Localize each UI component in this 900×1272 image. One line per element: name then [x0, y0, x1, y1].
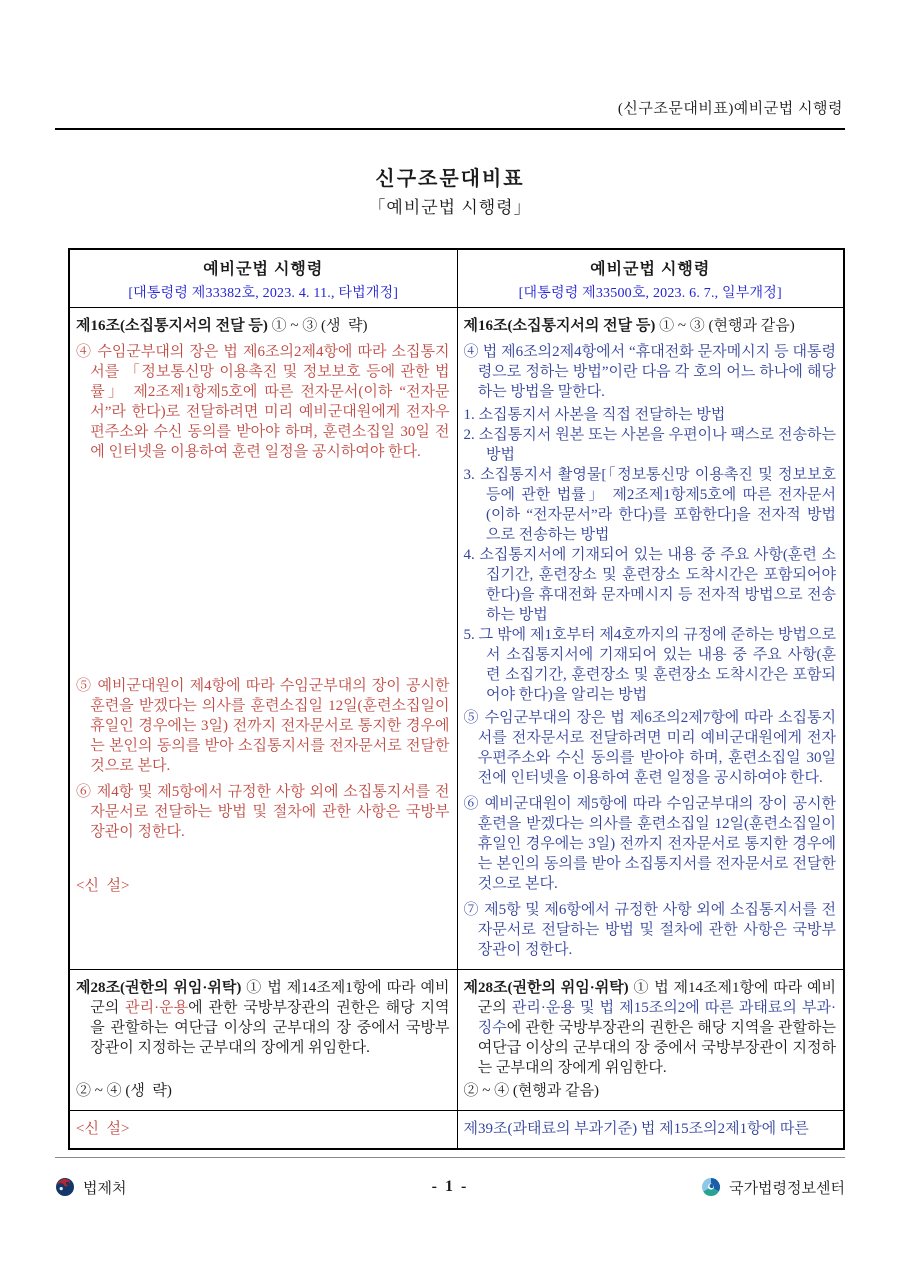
- text-segment: 2. 소집통지서 원본 또는 사본을 우편이나 팩스로 전송하는 방법: [463, 427, 836, 463]
- table-row-article-16: [70, 307, 843, 969]
- provision-paragraph: [76, 316, 450, 336]
- provision-paragraph: [464, 708, 837, 788]
- provision-paragraph: [464, 342, 837, 402]
- text-segment: ⑦ 제5항 및 제6항에서 규정한 사항 외에 소집통지서를 전자문서로 전달하는 방법 및 절차에 관한 사항은 국방부장관이 정한다.: [463, 902, 836, 958]
- text-segment: 4. 소집통지서에 기재되어 있는 내용 중 주요 사항(훈련 소집기간, 훈련장소 및 훈련장소 도착시간은 포함되어야 한다)을 휴대전화 문자메시지 등 전자적 방법으로 전송하는 방법: [463, 547, 836, 623]
- text-segment: 5. 그 밖에 제1호부터 제4호까지의 규정에 준하는 방법으로서 소집통지서에 기재되어 있는 내용 중 주요 사항(훈련 소집기간, 훈련장소 및 훈련장소 도착시간은 포함되어야 한다)을 알리는 방법: [463, 627, 836, 703]
- footer-right-label: 국가법령정보센터: [729, 1180, 845, 1197]
- text-segment: 제16조(소집통지서의 전달 등): [463, 318, 656, 334]
- text-segment: ② ~ ④ (현행과 같음): [463, 1083, 600, 1099]
- text-segment: ① ~ ③ (현행과 같음): [655, 318, 795, 334]
- document-title: 신구조문대비표: [375, 168, 525, 190]
- footer-left-label: 법제처: [83, 1180, 127, 1197]
- table-row-article-39: [70, 1110, 843, 1148]
- text-segment: ⑥ 예비군대원이 제5항에 따라 수임군부대의 장이 공시한 훈련을 받겠다는 의사를 훈련소집일 12일(훈련소집일이 휴일인 경우에는 3일) 전까지 전자문서로 통지한 경우에는 본인의 동의를 받아 소집통지서를 전자문서로 전달한 것으로 본다.: [463, 796, 836, 892]
- new-article-39-cell: [457, 1111, 844, 1148]
- old-article-39-cell: [70, 1111, 457, 1148]
- provision-paragraph: [76, 978, 450, 1058]
- text-segment: ① 법 제14조제1항에 따라 예비군의: [90, 980, 450, 1016]
- old-law-header-cell: [70, 250, 457, 307]
- provision-paragraph: [76, 342, 450, 462]
- text-segment: ⑤ 수임군부대의 장은 법 제6조의2제7항에 따라 소집통지서를 전자문서로 전달하려면 미리 예비군대원에게 전자우편주소와 수신 동의를 받아야 하며, 훈련소집일 30일 전에 인터넷을 이용하여 훈련 일정을 공시하여야 한다.: [463, 710, 836, 786]
- provision-paragraph: [76, 676, 450, 776]
- footer-rule: [55, 1157, 845, 1158]
- old-article-16-cell: [70, 308, 457, 969]
- provision-paragraph: [464, 1081, 837, 1101]
- page-footer: [55, 1172, 845, 1202]
- provision-paragraph: [464, 425, 837, 465]
- provision-paragraph: [464, 1119, 837, 1139]
- provision-paragraph: [464, 625, 837, 705]
- text-segment: ② ~ ④ (생 략): [76, 1083, 172, 1099]
- provision-paragraph: [76, 1119, 450, 1139]
- text-segment: 에 관한 국방부장관의 권한은 해당 지역을 관할하는 여단급 이상의 군부대의 장 중에서 국방부장관이 지정하는 군부대의 장에게 위임한다.: [90, 1000, 450, 1056]
- text-segment: ① ~ ③ (생 략): [267, 318, 368, 334]
- table-header-row: [70, 250, 843, 307]
- provision-paragraph: [464, 794, 837, 894]
- text-segment: <신 설>: [76, 1121, 130, 1137]
- text-segment: 에 관한 국방부장관의 권한은 해당 지역을 관할하는 여단급 이상의 군부대의 장 중에서 국방부장관이 지정하는 군부대의 장에게 위임한다.: [477, 1020, 836, 1076]
- text-segment: 제28조(권한의 위임·위탁): [463, 980, 629, 996]
- new-article-16-cell: [457, 308, 844, 969]
- text-segment: 1. 소집통지서 사본을 직접 전달하는 방법: [463, 407, 726, 423]
- paragraph-spacer: [76, 845, 450, 873]
- running-header: (신구조문대비표)예비군법 시행령: [617, 101, 843, 117]
- text-segment: ① 법 제14조제1항에 따라 예비군의: [477, 980, 836, 1016]
- provision-paragraph: [464, 465, 837, 545]
- provision-paragraph: [464, 316, 837, 336]
- header-rule: [55, 128, 845, 130]
- provision-paragraph: [464, 545, 837, 625]
- new-law-header-cell: [457, 250, 844, 307]
- old-law-decree: [대통령령 제33382호, 2023. 4. 11., 타법개정]: [128, 286, 399, 301]
- paragraph-spacer: [76, 465, 450, 673]
- text-segment: ⑤ 예비군대원이 제4항에 따라 수임군부대의 장이 공시한 훈련을 받겠다는 의사를 훈련소집일 12일(훈련소집일이 휴일인 경우에는 3일) 전까지 전자문서로 통지한 경우에는 본인의 동의를 받아 소집통지서를 전자문서로 전달한 것으로 본다.: [76, 678, 450, 774]
- new-law-decree: [대통령령 제33500호, 2023. 6. 7., 일부개정]: [518, 286, 782, 301]
- text-segment: 3. 소집통지서 촬영물[「정보통신망 이용촉진 및 정보보호 등에 관한 법률」 제2조제1항제5호에 따른 전자문서(이하 “전자문서”라 한다)를 포함한다]을 전자적 방법으로 전송하는 방법: [463, 467, 836, 543]
- text-segment: 관리·운용 및 법 제15조의2에 따른 과태료의 부과·징수: [477, 1000, 837, 1036]
- text-segment: ⑥ 제4항 및 제5항에서 규정한 사항 외에 소집통지서를 전자문서로 전달하는 방법 및 절차에 관한 사항은 국방부장관이 정한다.: [76, 784, 450, 840]
- new-article-28-cell: [457, 970, 844, 1110]
- provision-paragraph: [464, 978, 837, 1078]
- table-row-article-28: [70, 969, 843, 1110]
- comparison-table: [68, 248, 845, 1150]
- text-segment: <신 설>: [76, 878, 130, 894]
- text-segment: 관리·운용: [125, 1000, 189, 1016]
- provision-paragraph: [464, 900, 837, 960]
- text-segment: 제39조(과태료의 부과기준) 법 제15조의2제1항에 따른: [463, 1121, 809, 1137]
- provision-paragraph: [76, 782, 450, 842]
- old-article-28-cell: [70, 970, 457, 1110]
- document-subtitle: 「예비군법 시행령」: [368, 198, 532, 217]
- provision-paragraph: [464, 405, 837, 425]
- old-law-title: 예비군법 시행령: [203, 261, 324, 278]
- text-segment: ④ 법 제6조의2제4항에서 “휴대전화 문자메시지 등 대통령령으로 정하는 방법”이란 다음 각 호의 어느 하나에 해당하는 방법을 말한다.: [463, 344, 836, 400]
- text-segment: 제16조(소집통지서의 전달 등): [76, 318, 268, 334]
- provision-paragraph: [76, 876, 450, 896]
- new-law-title: 예비군법 시행령: [590, 261, 711, 278]
- text-segment: 제28조(권한의 위임·위탁): [76, 980, 242, 996]
- page-number: - 1 -: [431, 1178, 469, 1195]
- provision-paragraph: [76, 1081, 450, 1101]
- text-segment: ④ 수임군부대의 장은 법 제6조의2제4항에 따라 소집통지서를 「정보통신망 이용촉진 및 정보보호 등에 관한 법률」 제2조제1항제5호에 따른 전자문서(이하 “전자문서”라 한다)로 전달하려면 미리 예비군대원에게 전자우편주소와 수신 동의를 받아야 하며, 훈련소집일 30일 전에 인터넷을 이용하여 훈련 일정을 공시하여야 한다.: [76, 344, 450, 460]
